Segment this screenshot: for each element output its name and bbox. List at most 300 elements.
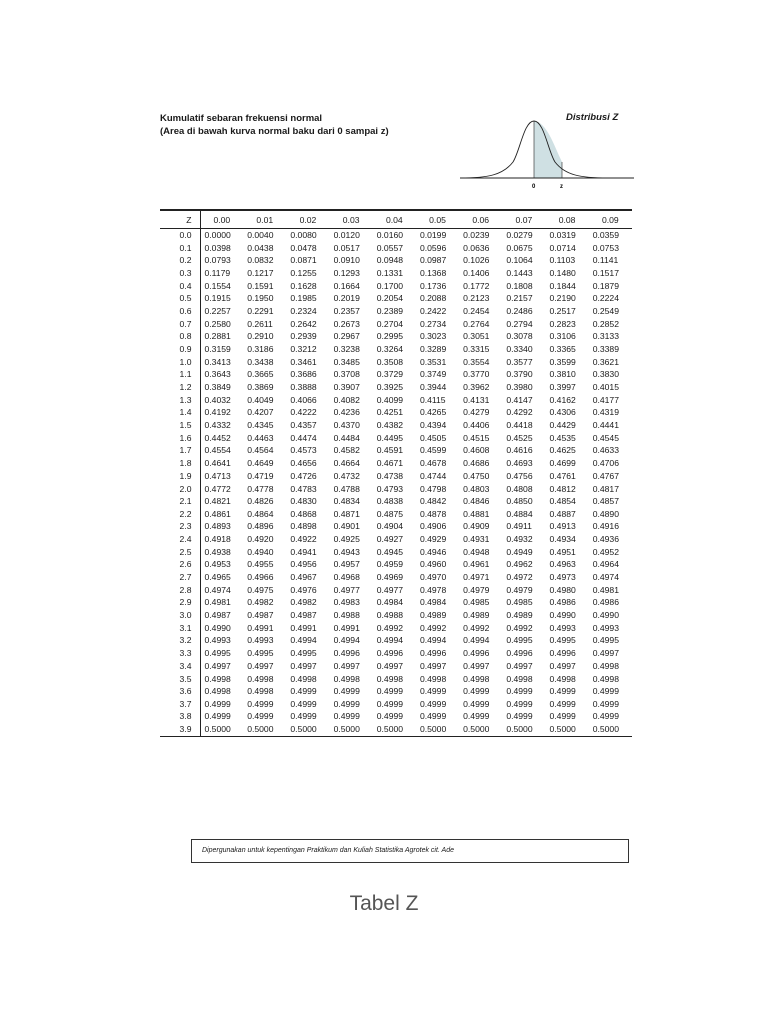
- z-value-cell: 2.6: [160, 558, 200, 571]
- probability-cell: 0.2019: [333, 293, 360, 304]
- probability-cell: 0.4956: [290, 559, 317, 570]
- probability-cell: 0.4738: [376, 470, 404, 481]
- probability-cell: 0.4357: [290, 420, 317, 431]
- probability-cell: 0.3365: [549, 343, 576, 354]
- probability-cell: 0.4996: [506, 648, 533, 659]
- table-title: [160, 112, 389, 138]
- probability-cell: 0.0199: [419, 230, 447, 240]
- probability-cell: 0.0080: [290, 230, 317, 240]
- probability-cell: 0.4726: [290, 470, 317, 481]
- probability-cell: 0.2704: [376, 318, 404, 329]
- probability-cell: 0.3051: [463, 331, 490, 342]
- probability-cell: 0.4693: [506, 457, 533, 468]
- probability-cell: 0.4474: [290, 432, 317, 443]
- probability-cell: 0.4798: [419, 483, 447, 494]
- z-value-cell: 1.6: [160, 432, 200, 445]
- probability-cell: 0.4911: [506, 521, 532, 532]
- probability-cell: 0.4989: [419, 610, 447, 621]
- probability-cell: 0.4664: [333, 457, 360, 468]
- probability-cell: 0.0438: [247, 242, 274, 253]
- table-row: [160, 685, 632, 698]
- probability-cell: 0.4996: [419, 648, 447, 659]
- probability-cell: 0.3621: [592, 356, 619, 367]
- z-value-cell: 2.0: [160, 483, 200, 496]
- table-row: [160, 292, 632, 305]
- probability-cell: 0.4236: [333, 407, 360, 418]
- z-value-cell: 1.7: [160, 444, 200, 457]
- probability-cell: 0.4177: [592, 394, 619, 405]
- probability-cell: 0.4995: [506, 635, 533, 646]
- probability-cell: 0.2357: [333, 305, 360, 316]
- table-row: [160, 343, 632, 356]
- probability-cell: 0.4382: [376, 420, 404, 431]
- probability-cell: 0.4082: [333, 394, 360, 405]
- table-row: [160, 622, 632, 635]
- probability-cell: 0.3997: [549, 381, 576, 392]
- z-value-cell: 2.1: [160, 495, 200, 508]
- probability-cell: 0.3340: [506, 343, 533, 354]
- table-row: [160, 318, 632, 331]
- probability-cell: 0.5000: [286, 723, 329, 736]
- probability-cell: 0.4987: [290, 610, 317, 621]
- probability-cell: 0.4995: [247, 648, 274, 659]
- z-value-cell: 2.8: [160, 584, 200, 597]
- probability-cell: 0.0279: [506, 230, 533, 240]
- probability-cell: 0.1736: [419, 280, 447, 291]
- probability-cell: 0.4992: [506, 622, 533, 633]
- probability-cell: 0.4998: [290, 673, 317, 684]
- probability-cell: 0.4968: [333, 572, 360, 583]
- probability-cell: 0.4953: [204, 559, 231, 570]
- probability-cell: 0.4996: [376, 648, 404, 659]
- probability-cell: 0.2852: [592, 318, 619, 329]
- probability-cell: 0.4987: [204, 610, 231, 621]
- probability-cell: 0.4977: [333, 584, 360, 595]
- probability-cell: 0.4162: [549, 394, 576, 405]
- probability-cell: 0.1517: [592, 267, 619, 278]
- probability-cell: 0.3790: [506, 369, 533, 380]
- probability-cell: 0.5000: [546, 723, 589, 736]
- probability-cell: 0.4993: [204, 635, 231, 646]
- table-row: [160, 647, 632, 660]
- probability-cell: 0.3508: [376, 356, 404, 367]
- column-header: 0.01: [243, 210, 286, 229]
- table-row: [160, 432, 632, 445]
- probability-cell: 0.2291: [247, 305, 274, 316]
- probability-cell: 0.4985: [506, 597, 533, 608]
- probability-cell: 0.3810: [549, 369, 576, 380]
- probability-cell: 0.1331: [376, 267, 404, 278]
- probability-cell: 0.3849: [204, 381, 231, 392]
- probability-cell: 0.3461: [290, 356, 317, 367]
- probability-cell: 0.4713: [204, 470, 231, 481]
- probability-cell: 0.4732: [333, 470, 360, 481]
- probability-cell: 0.2054: [376, 293, 404, 304]
- probability-cell: 0.4990: [549, 610, 576, 621]
- probability-cell: 0.4535: [549, 432, 576, 443]
- probability-cell: 0.0675: [506, 242, 533, 253]
- probability-cell: 0.4999: [290, 698, 317, 709]
- probability-cell: 0.4463: [247, 432, 274, 443]
- probability-cell: 0.4906: [419, 521, 447, 532]
- z-value-cell: 3.3: [160, 647, 200, 660]
- probability-cell: 0.4999: [419, 698, 447, 709]
- probability-cell: 0.4940: [247, 546, 274, 557]
- probability-cell: 0.2190: [549, 293, 576, 304]
- probability-cell: 0.4995: [204, 648, 231, 659]
- probability-cell: 0.3925: [376, 381, 404, 392]
- probability-cell: 0.3944: [419, 381, 447, 392]
- probability-cell: 0.2823: [549, 318, 576, 329]
- probability-cell: 0.4997: [463, 660, 490, 671]
- probability-cell: 0.1664: [333, 280, 360, 291]
- table-row: [160, 305, 632, 318]
- probability-cell: 0.4982: [290, 597, 317, 608]
- probability-cell: 0.0596: [419, 242, 447, 253]
- probability-cell: 0.4999: [506, 711, 533, 722]
- probability-cell: 0.4997: [247, 660, 274, 671]
- caption: Tabel Z: [349, 892, 419, 915]
- probability-cell: 0.3599: [549, 356, 576, 367]
- probability-cell: 0.4871: [333, 508, 360, 519]
- probability-cell: 0.4131: [463, 394, 490, 405]
- probability-cell: 0.1217: [247, 267, 274, 278]
- probability-cell: 0.4976: [290, 584, 317, 595]
- probability-cell: 0.4608: [463, 445, 490, 456]
- probability-cell: 0.4967: [290, 572, 317, 583]
- table-row: [160, 533, 632, 546]
- z-value-cell: 0.4: [160, 279, 200, 292]
- probability-cell: 0.4949: [506, 546, 533, 557]
- probability-cell: 0.3643: [204, 369, 231, 380]
- probability-cell: 0.4920: [247, 534, 274, 545]
- probability-cell: 0.3686: [290, 369, 317, 380]
- column-header: 0.00: [200, 210, 243, 229]
- probability-cell: 0.3665: [247, 369, 274, 380]
- probability-cell: 0.0398: [204, 242, 231, 253]
- probability-cell: 0.4959: [376, 559, 404, 570]
- probability-cell: 0.2422: [419, 305, 447, 316]
- z-value-cell: 0.6: [160, 305, 200, 318]
- probability-cell: 0.2224: [592, 293, 619, 304]
- probability-cell: 0.4970: [419, 572, 447, 583]
- table-row: [160, 546, 632, 559]
- probability-cell: 0.4986: [592, 597, 619, 608]
- probability-cell: 0.4946: [419, 546, 447, 557]
- probability-cell: 0.4999: [376, 711, 404, 722]
- probability-cell: 0.4838: [376, 496, 404, 507]
- probability-cell: 0.5000: [373, 723, 416, 736]
- probability-cell: 0.4973: [549, 572, 576, 583]
- probability-cell: 0.4980: [549, 584, 576, 595]
- probability-cell: 0.3485: [333, 356, 360, 367]
- probability-cell: 0.4999: [549, 698, 576, 709]
- probability-cell: 0.4998: [204, 673, 231, 684]
- probability-cell: 0.4656: [290, 457, 317, 468]
- table-row: [160, 279, 632, 292]
- table-row: [160, 660, 632, 673]
- probability-cell: 0.4994: [333, 635, 360, 646]
- probability-cell: 0.4306: [549, 407, 576, 418]
- probability-cell: 0.4993: [247, 635, 274, 646]
- z-value-cell: 3.1: [160, 622, 200, 635]
- probability-cell: 0.4999: [247, 698, 274, 709]
- probability-cell: 0.1443: [506, 267, 533, 278]
- probability-cell: 0.2642: [290, 318, 317, 329]
- probability-cell: 0.0000: [204, 230, 231, 240]
- probability-cell: 0.0793: [204, 255, 231, 266]
- probability-cell: 0.4834: [333, 496, 360, 507]
- probability-cell: 0.0910: [333, 255, 360, 266]
- probability-cell: 0.4991: [290, 622, 317, 633]
- probability-cell: 0.1179: [204, 267, 231, 278]
- curve-label-z: z: [560, 184, 563, 190]
- probability-cell: 0.0948: [376, 255, 404, 266]
- probability-cell: 0.4984: [376, 597, 404, 608]
- z-value-cell: 2.2: [160, 508, 200, 521]
- probability-cell: 0.3106: [549, 331, 576, 342]
- probability-cell: 0.4699: [549, 457, 576, 468]
- probability-cell: 0.1026: [463, 255, 490, 266]
- table-row: [160, 558, 632, 571]
- probability-cell: 0.4846: [463, 496, 490, 507]
- probability-cell: 0.4719: [247, 470, 274, 481]
- probability-cell: 0.3264: [376, 343, 404, 354]
- table-row: [160, 698, 632, 711]
- probability-cell: 0.3186: [247, 343, 274, 354]
- probability-cell: 0.4015: [592, 381, 619, 392]
- probability-cell: 0.4429: [549, 420, 576, 431]
- probability-cell: 0.4997: [549, 660, 576, 671]
- probability-cell: 0.1406: [463, 267, 490, 278]
- probability-cell: 0.4222: [290, 407, 317, 418]
- probability-cell: 0.4999: [463, 686, 490, 697]
- probability-cell: 0.4279: [463, 407, 490, 418]
- probability-cell: 0.2764: [463, 318, 490, 329]
- probability-cell: 0.4545: [592, 432, 619, 443]
- probability-cell: 0.4975: [247, 584, 274, 595]
- z-value-cell: 3.0: [160, 609, 200, 622]
- probability-cell: 0.2611: [247, 318, 273, 329]
- probability-cell: 0.4803: [463, 483, 490, 494]
- probability-cell: 0.4878: [419, 508, 447, 519]
- probability-cell: 0.4898: [290, 521, 317, 532]
- probability-cell: 0.4974: [204, 584, 231, 595]
- probability-cell: 0.2324: [290, 305, 317, 316]
- z-table: [160, 209, 632, 737]
- probability-cell: 0.4999: [376, 686, 404, 697]
- probability-cell: 0.4394: [419, 420, 447, 431]
- probability-cell: 0.4998: [463, 673, 490, 684]
- curve-label-zero: 0: [532, 184, 536, 190]
- z-value-cell: 1.1: [160, 368, 200, 381]
- probability-cell: 0.3577: [506, 356, 533, 367]
- probability-cell: 0.4812: [549, 483, 576, 494]
- z-value-cell: 2.5: [160, 546, 200, 559]
- probability-cell: 0.4861: [204, 508, 231, 519]
- probability-cell: 0.0636: [463, 242, 490, 253]
- probability-cell: 0.4251: [376, 407, 404, 418]
- z-value-cell: 1.2: [160, 381, 200, 394]
- probability-cell: 0.4925: [333, 534, 360, 545]
- z-table-header: [160, 210, 632, 229]
- probability-cell: 0.4854: [549, 496, 576, 507]
- probability-cell: 0.3770: [463, 369, 490, 380]
- probability-cell: 0.4999: [419, 711, 447, 722]
- probability-cell: 0.4931: [463, 534, 490, 545]
- probability-cell: 0.2881: [204, 331, 231, 342]
- probability-cell: 0.4830: [290, 496, 317, 507]
- z-value-cell: 0.9: [160, 343, 200, 356]
- probability-cell: 0.4961: [463, 559, 490, 570]
- probability-cell: 0.4887: [549, 508, 576, 519]
- probability-cell: 0.4952: [592, 546, 619, 557]
- probability-cell: 0.1255: [290, 267, 317, 278]
- probability-cell: 0.4998: [247, 686, 274, 697]
- probability-cell: 0.4817: [592, 483, 619, 494]
- probability-cell: 0.4995: [549, 635, 576, 646]
- probability-cell: 0.4564: [247, 445, 274, 456]
- probability-cell: 0.4984: [419, 597, 447, 608]
- probability-cell: 0.4992: [419, 622, 447, 633]
- probability-cell: 0.1844: [549, 280, 576, 291]
- probability-cell: 0.5000: [589, 723, 632, 736]
- probability-cell: 0.4941: [290, 546, 317, 557]
- header-row: [160, 210, 632, 229]
- probability-cell: 0.4996: [549, 648, 576, 659]
- probability-cell: 0.1103: [549, 255, 576, 266]
- column-header: 0.02: [286, 210, 329, 229]
- probability-cell: 0.5000: [459, 723, 502, 736]
- probability-cell: 0.3729: [376, 369, 404, 380]
- probability-cell: 0.4988: [333, 610, 360, 621]
- table-row: [160, 444, 632, 457]
- table-row: [160, 710, 632, 723]
- probability-cell: 0.4964: [592, 559, 619, 570]
- probability-cell: 0.4998: [549, 673, 576, 684]
- probability-cell: 0.0359: [592, 230, 619, 240]
- table-row: [160, 419, 632, 432]
- table-row: [160, 457, 632, 470]
- probability-cell: 0.4332: [204, 420, 231, 431]
- probability-cell: 0.4793: [376, 483, 404, 494]
- table-row: [160, 723, 632, 736]
- probability-cell: 0.4998: [592, 673, 619, 684]
- probability-cell: 0.4974: [592, 572, 619, 583]
- probability-cell: 0.4999: [463, 698, 490, 709]
- probability-cell: 0.2967: [333, 331, 360, 342]
- z-value-cell: 3.6: [160, 685, 200, 698]
- probability-cell: 0.4099: [376, 394, 404, 405]
- z-value-cell: 2.9: [160, 596, 200, 609]
- z-value-cell: 0.3: [160, 267, 200, 280]
- z-value-cell: 1.0: [160, 356, 200, 369]
- normal-curve-diagram: [458, 118, 636, 196]
- z-value-cell: 1.4: [160, 406, 200, 419]
- probability-cell: 0.2486: [506, 305, 533, 316]
- probability-cell: 0.4999: [204, 698, 231, 709]
- probability-cell: 0.4995: [290, 648, 317, 659]
- probability-cell: 0.4993: [592, 622, 619, 633]
- probability-cell: 0.4977: [376, 584, 404, 595]
- probability-cell: 0.4999: [376, 698, 404, 709]
- table-row: [160, 381, 632, 394]
- probability-cell: 0.4875: [376, 508, 404, 519]
- probability-cell: 0.5000: [243, 723, 286, 736]
- probability-cell: 0.4625: [549, 445, 576, 456]
- probability-cell: 0.4998: [376, 673, 404, 684]
- probability-cell: 0.3888: [290, 381, 317, 392]
- z-value-cell: 2.7: [160, 571, 200, 584]
- probability-cell: 0.4997: [419, 660, 447, 671]
- probability-cell: 0.4857: [592, 496, 619, 507]
- z-value-cell: 0.7: [160, 318, 200, 331]
- probability-cell: 0.4999: [592, 698, 619, 709]
- probability-cell: 0.4985: [463, 597, 490, 608]
- probability-cell: 0.4406: [463, 420, 490, 431]
- probability-cell: 0.4999: [463, 711, 490, 722]
- probability-cell: 0.4999: [549, 711, 576, 722]
- probability-cell: 0.4936: [592, 534, 619, 545]
- probability-cell: 0.2257: [204, 305, 231, 316]
- probability-cell: 0.3078: [506, 331, 533, 342]
- column-header: 0.06: [459, 210, 502, 229]
- z-value-cell: 0.5: [160, 292, 200, 305]
- probability-cell: 0.1879: [592, 280, 619, 291]
- probability-cell: 0.4633: [592, 445, 619, 456]
- probability-cell: 0.4901: [333, 521, 360, 532]
- table-row: [160, 634, 632, 647]
- probability-cell: 0.4370: [333, 420, 360, 431]
- probability-cell: 0.3133: [592, 331, 619, 342]
- probability-cell: 0.4999: [333, 686, 360, 697]
- probability-cell: 0.4207: [247, 407, 274, 418]
- column-header-z: Z: [160, 210, 200, 229]
- probability-cell: 0.4987: [247, 610, 274, 621]
- table-row: [160, 330, 632, 343]
- table-row: [160, 470, 632, 483]
- probability-cell: 0.2123: [463, 293, 490, 304]
- probability-cell: 0.2580: [204, 318, 231, 329]
- probability-cell: 0.1628: [290, 280, 317, 291]
- probability-cell: 0.4993: [549, 622, 576, 633]
- probability-cell: 0.4999: [419, 686, 447, 697]
- probability-cell: 0.3830: [592, 369, 619, 380]
- probability-cell: 0.4997: [333, 660, 360, 671]
- probability-cell: 0.4990: [204, 622, 231, 633]
- probability-cell: 0.4826: [247, 496, 274, 507]
- probability-cell: 0.4990: [592, 610, 619, 621]
- probability-cell: 0.4995: [592, 635, 619, 646]
- probability-cell: 0.1293: [333, 267, 360, 278]
- probability-cell: 0.1985: [290, 293, 317, 304]
- probability-cell: 0.3531: [419, 356, 447, 367]
- z-value-cell: 0.8: [160, 330, 200, 343]
- distribution-label: Distribusi Z: [566, 112, 619, 123]
- probability-cell: 0.4981: [592, 584, 619, 595]
- probability-cell: 0.4957: [333, 559, 360, 570]
- probability-cell: 0.4979: [463, 584, 490, 595]
- z-table-body: [160, 229, 632, 737]
- probability-cell: 0.4989: [463, 610, 490, 621]
- probability-cell: 0.4997: [290, 660, 317, 671]
- probability-cell: 0.4525: [506, 432, 533, 443]
- table-row: [160, 508, 632, 521]
- probability-cell: 0.3438: [247, 356, 274, 367]
- probability-cell: 0.3159: [204, 343, 231, 354]
- probability-cell: 0.4999: [290, 686, 317, 697]
- probability-cell: 0.4909: [463, 521, 490, 532]
